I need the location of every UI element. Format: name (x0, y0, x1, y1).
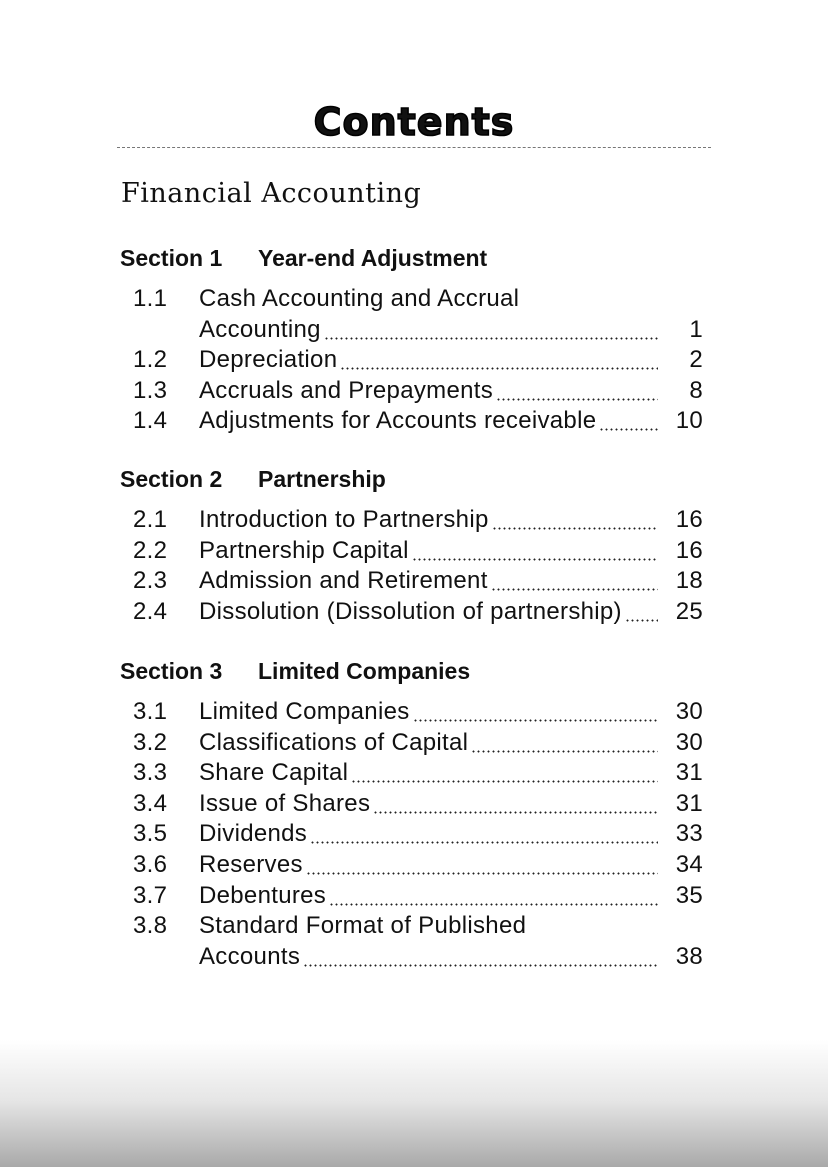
section-heading (120, 243, 703, 273)
toc-entry[interactable] (120, 697, 703, 728)
section-number: Section 2 (120, 466, 223, 492)
section-1 (120, 243, 703, 437)
dot-leader (471, 728, 658, 759)
entry-title[interactable]: Debentures (199, 881, 327, 909)
entry-page: 30 (675, 728, 703, 756)
entry-number: 1.3 (133, 376, 168, 404)
dot-leader (351, 758, 658, 789)
entry-page: 16 (675, 506, 703, 533)
entry-title[interactable]: Dividends (199, 820, 308, 848)
section-2 (120, 464, 703, 627)
section-heading (120, 464, 703, 494)
entry-title-cell (199, 597, 658, 628)
toc-entry[interactable] (120, 819, 703, 850)
entry-title-cell (199, 911, 658, 942)
entry-page: 33 (675, 820, 703, 848)
dot-leader (303, 942, 658, 973)
subject-heading: Financial Accounting (121, 178, 422, 209)
entry-number: 3.1 (133, 698, 168, 725)
toc-entry-continued[interactable] (120, 942, 703, 973)
dot-leader (599, 406, 658, 437)
entry-number: 1.4 (133, 407, 168, 435)
toc-entries (120, 284, 703, 437)
entry-title-cell (199, 566, 658, 597)
dot-leader (491, 566, 658, 597)
entry-number: 2.4 (133, 597, 168, 625)
entry-title-cell (199, 697, 658, 728)
entry-page: 2 (689, 346, 703, 374)
dot-leader (492, 505, 658, 536)
entry-title[interactable]: Admission and Retirement (199, 567, 488, 595)
entry-title[interactable]: Accruals and Prepayments (199, 376, 494, 404)
toc-entry[interactable] (120, 789, 703, 820)
entry-title[interactable]: Dissolution (Dissolution of partnership) (199, 597, 622, 625)
entry-page: 18 (675, 567, 703, 595)
entry-title-cell (199, 315, 658, 346)
dot-leader (412, 536, 658, 567)
entry-title-cell (199, 789, 658, 820)
entry-title[interactable]: Partnership Capital (199, 536, 409, 564)
dot-leader (625, 597, 658, 628)
entry-number: 3.5 (133, 820, 168, 848)
title-divider (117, 147, 711, 148)
section-name: Limited Companies (258, 658, 471, 684)
entry-number: 3.8 (133, 912, 168, 940)
entry-page: 31 (675, 759, 703, 787)
entry-page: 34 (675, 850, 703, 878)
section-heading (120, 656, 703, 686)
toc-entry-continued[interactable] (120, 315, 703, 346)
entry-title-cell (199, 505, 658, 536)
entry-number: 1.1 (133, 285, 168, 312)
toc-entry[interactable] (120, 505, 703, 536)
section-3 (120, 656, 703, 972)
entry-page (658, 911, 703, 942)
section-number: Section 3 (120, 658, 223, 684)
entry-title-cell (199, 758, 658, 789)
entry-title[interactable]: Adjustments for Accounts receivable (199, 407, 597, 435)
dot-leader (324, 315, 658, 346)
toc-entry[interactable] (120, 850, 703, 881)
dot-leader (329, 881, 658, 912)
toc-entries (120, 697, 703, 972)
entry-number: 3.2 (133, 728, 168, 756)
entry-number: 3.6 (133, 850, 168, 878)
entry-title[interactable]: Depreciation (199, 346, 338, 374)
entry-page (658, 284, 703, 315)
dot-leader (340, 345, 658, 376)
toc-entry[interactable] (120, 406, 703, 437)
entry-title[interactable]: Share Capital (199, 759, 349, 787)
entry-title-cell (199, 376, 658, 407)
toc-entry[interactable] (120, 536, 703, 567)
entry-number: 2.3 (133, 567, 168, 595)
entry-number: 3.7 (133, 881, 168, 909)
entry-number: 3.3 (133, 759, 168, 787)
entry-title-cell (199, 881, 658, 912)
entry-page: 1 (689, 315, 703, 343)
entry-title[interactable]: Reserves (199, 850, 303, 878)
entry-page: 25 (675, 597, 703, 625)
toc-entry[interactable] (120, 881, 703, 912)
entry-page: 31 (675, 789, 703, 817)
entry-number: 1.2 (133, 346, 168, 374)
entry-title[interactable]: Cash Accounting and Accrual (199, 285, 520, 312)
entry-page: 10 (675, 407, 703, 435)
entry-page: 30 (675, 698, 703, 725)
toc-entry[interactable] (120, 566, 703, 597)
dot-leader (413, 697, 658, 728)
toc-entry[interactable] (120, 345, 703, 376)
toc-entry[interactable] (120, 758, 703, 789)
entry-page: 38 (675, 942, 703, 970)
entry-title-cell (199, 284, 658, 315)
dot-leader (496, 376, 658, 407)
entry-title-cell (199, 942, 658, 973)
entry-number: 3.4 (133, 789, 168, 817)
entry-number-blank (120, 315, 199, 346)
entry-title-cell (199, 819, 658, 850)
dot-leader (373, 789, 658, 820)
entry-title[interactable]: Limited Companies (199, 698, 410, 725)
toc-entry[interactable] (120, 284, 703, 315)
toc-entry[interactable] (120, 376, 703, 407)
entry-title-cell (199, 345, 658, 376)
toc-entry[interactable] (120, 728, 703, 759)
entry-number: 2.1 (133, 506, 168, 533)
entry-number-blank (120, 942, 199, 973)
entry-title-cell (199, 406, 658, 437)
entry-title-cell (199, 728, 658, 759)
entry-title[interactable]: Issue of Shares (199, 789, 371, 817)
entry-title-continued[interactable]: Accounting (199, 315, 321, 343)
entry-title[interactable]: Introduction to Partnership (199, 506, 489, 533)
entry-title-cell (199, 536, 658, 567)
entry-title-continued[interactable]: Accounts (199, 942, 301, 970)
toc-entry[interactable] (120, 911, 703, 942)
dot-leader (310, 819, 658, 850)
section-name: Year-end Adjustment (258, 245, 488, 271)
toc-entry[interactable] (120, 597, 703, 628)
entry-title[interactable]: Standard Format of Published (199, 912, 527, 940)
entry-page: 8 (689, 376, 703, 404)
section-name: Partnership (258, 466, 386, 492)
entry-title[interactable]: Classifications of Capital (199, 728, 469, 756)
entry-page: 16 (675, 536, 703, 564)
entry-page: 35 (675, 881, 703, 909)
page-title: Contents (313, 100, 515, 144)
section-number: Section 1 (120, 245, 223, 271)
dot-leader (306, 850, 658, 881)
entry-title-cell (199, 850, 658, 881)
toc-entries (120, 505, 703, 627)
entry-number: 2.2 (133, 536, 168, 564)
